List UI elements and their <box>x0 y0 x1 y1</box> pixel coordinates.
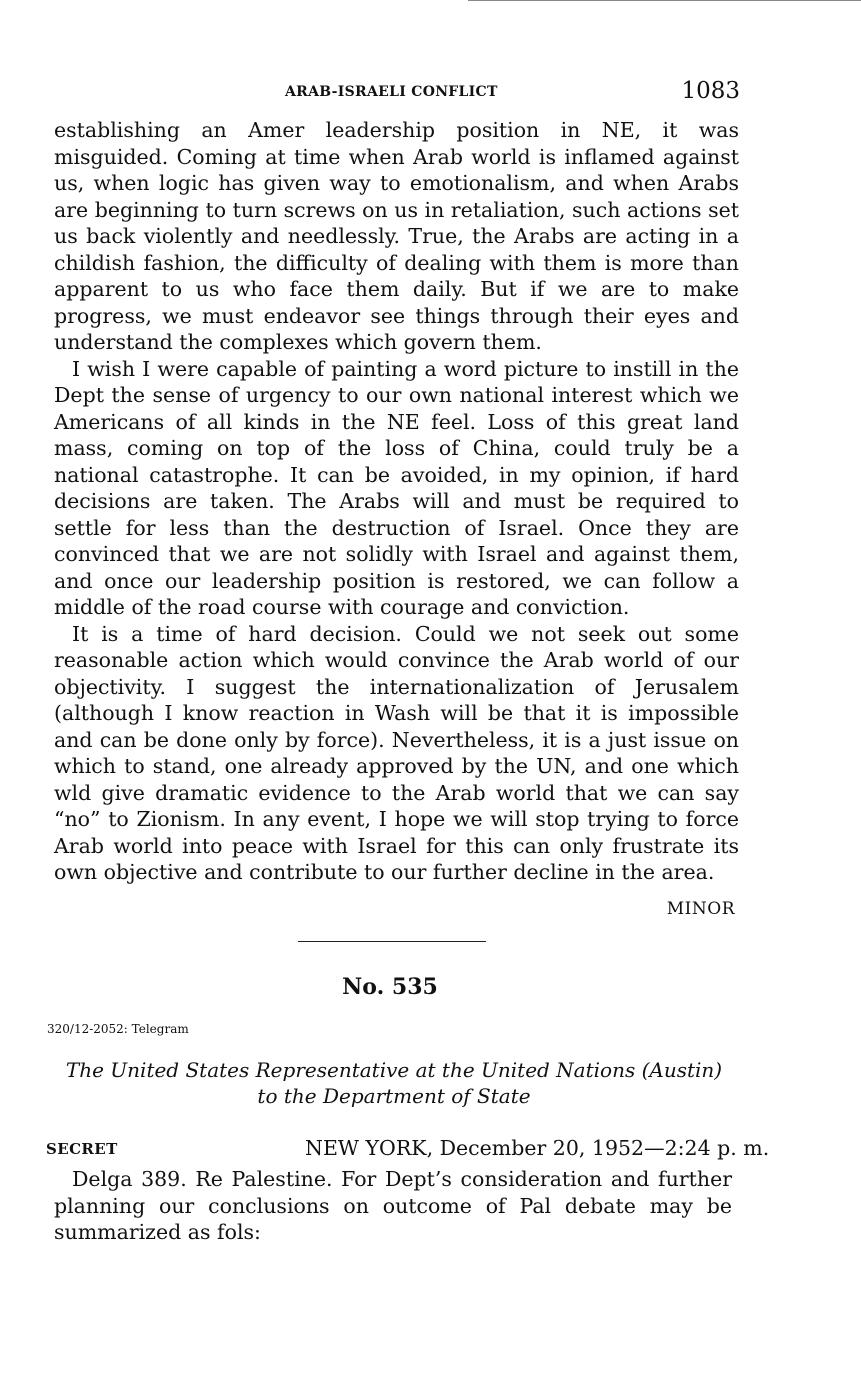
opening-paragraph: Delga 389. Re Palestine. For Dept’s consideration and further planning our conclusions on outcome of Pal debate may be summarized as fols: <box>54 1167 732 1244</box>
paragraph: It is a time of hard decision. Could we not seek out some reasonable action which would convince the Arab world of our objectivity. I suggest the internationalization of Jerusalem (although I know reaction in Wash will be that it is impossible and can be done only by force). Nevertheless, it is a just issue on which to stand, one already approved by the UN, and one which wld give dramatic evidence to the Arab world that we can say “no” to Zionism. In any event, I hope we will stop trying to force Arab world into peace with Israel for this can only frustrate its own objective and contribute to our further decline in the area. <box>54 621 739 884</box>
classification-label: SECRET <box>46 1140 118 1158</box>
signature: MINOR <box>666 899 735 919</box>
running-head: ARAB-ISRAELI CONFLICT <box>285 84 498 100</box>
file-reference: 320/12-2052: Telegram <box>47 1022 189 1036</box>
document-number: No. 535 <box>342 974 438 1000</box>
dateline: NEW YORK, December 20, 1952—2:24 p. m. <box>305 1136 770 1160</box>
paragraph: I wish I were capable of painting a word picture to instill in the Dept the sense of urgency to our own national interest which we Americans of all kinds in the NE feel. Loss of this great land mass, coming on top of the loss of China, could truly be a national catastrophe. It can be avoided, in my opinion, if hard decisions are taken. The Arabs will and must be required to settle for less than the destruction of Israel. Once they are convinced that we are not solidly with Israel and against them, and once our leadership position is restored, we can follow a middle of the road course with courage and conviction. <box>54 356 739 619</box>
page-header <box>50 78 740 108</box>
paragraph-continued: establishing an Amer leadership position in NE, it was misguided. Coming at time when Arab world is inflamed against us, when logic has given way to emotionalism, and when Arabs are beginning to turn screws on us in retaliation, such actions set us back violently and needlessly. True, the Arabs are acting in a childish fashion, the difficulty of dealing with them is more than apparent to us who face them daily. But if we are to make progress, we must endeavor see things through their eyes and understand the complexes which govern them. <box>54 118 739 354</box>
main-text <box>54 117 739 886</box>
section-divider <box>298 941 486 942</box>
document-title: The United States Representative at the United Nations (Austin) to the Department of State <box>65 1058 723 1108</box>
page-number: 1083 <box>681 78 740 104</box>
top-edge-rule <box>468 0 861 1</box>
